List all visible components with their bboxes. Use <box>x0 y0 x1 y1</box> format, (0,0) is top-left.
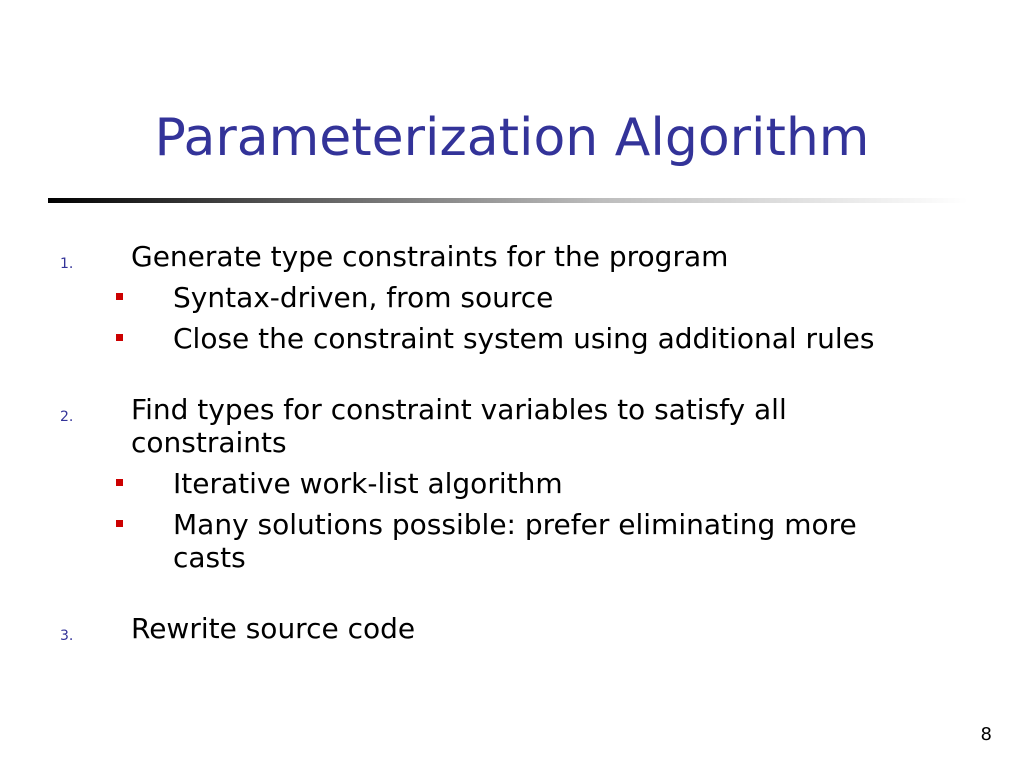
item-text: Find types for constraint variables to satisfy all constraints <box>131 393 787 459</box>
item-number: 2. <box>60 409 74 425</box>
title-divider <box>48 198 968 203</box>
sub-item-text: Close the constraint system using additional rules <box>173 322 875 355</box>
sub-item <box>0 508 1024 574</box>
sub-item-text: Iterative work-list algorithm <box>173 467 563 500</box>
square-bullet-icon <box>116 520 123 527</box>
square-bullet-icon <box>116 334 123 341</box>
slide-body <box>0 240 1024 645</box>
sub-item <box>0 322 1024 355</box>
sub-item <box>0 281 1024 314</box>
item-number: 3. <box>60 628 74 644</box>
sub-item <box>0 467 1024 500</box>
sub-item-text: Many solutions possible: prefer eliminating more casts <box>173 508 857 574</box>
list-item-1 <box>0 240 1024 355</box>
list-item-2 <box>0 393 1024 574</box>
item-text: Generate type constraints for the program <box>131 240 729 273</box>
square-bullet-icon <box>116 479 123 486</box>
item-number: 1. <box>60 256 74 272</box>
square-bullet-icon <box>116 293 123 300</box>
list-item-3 <box>0 612 1024 645</box>
page-number: 8 <box>980 724 992 745</box>
sub-item-text: Syntax-driven, from source <box>173 281 554 314</box>
item-text: Rewrite source code <box>131 612 416 645</box>
slide-title: Parameterization Algorithm <box>154 108 870 168</box>
